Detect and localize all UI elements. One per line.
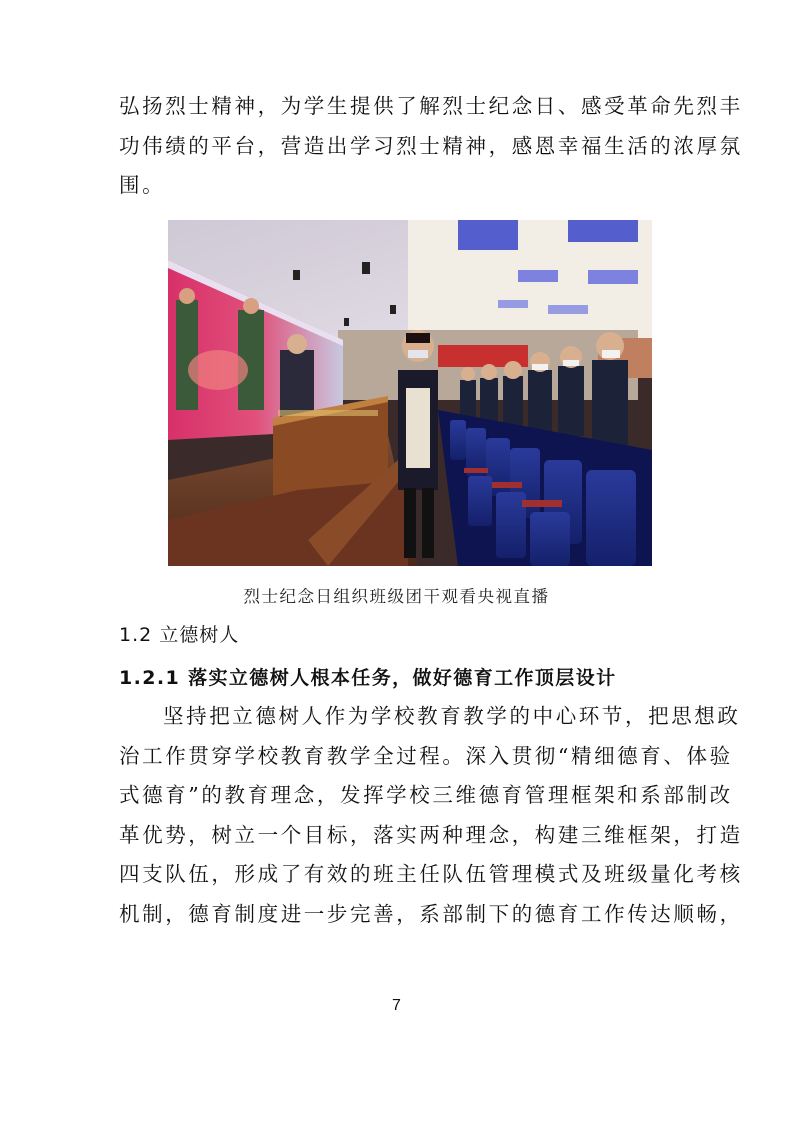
paragraph-body [119, 697, 743, 934]
section-heading: 1.2 立德树人 [119, 624, 240, 646]
text-line: 革优势，树立一个目标，落实两种理念，构建三维框架，打造 [119, 822, 743, 847]
memorial-day-photo [168, 220, 652, 566]
text-line: 机制，德育制度进一步完善，系部制下的德育工作传达顺畅， [119, 901, 743, 926]
text-line: 式德育”的教育理念，发挥学校三维德育管理框架和系部制改 [119, 783, 733, 807]
subsection-heading: 1.2.1 落实立德树人根本任务，做好德育工作顶层设计 [119, 667, 617, 689]
photo-caption: 烈士纪念日组织班级团干观看央视直播 [243, 587, 550, 606]
paragraph-top [119, 87, 743, 206]
text-line: 弘扬烈士精神，为学生提供了解烈士纪念日、感受革命先烈丰 [119, 94, 743, 118]
text-line: 坚持把立德树人作为学校教育教学的中心环节，把思想政 [163, 704, 741, 728]
text-line: 治工作贯穿学校教育教学全过程。深入贯彻“精细德育、体验 [119, 743, 733, 768]
text-line: 四支队伍，形成了有效的班主任队伍管理模式及班级量化考核 [119, 862, 743, 886]
text-line: 功伟绩的平台，营造出学习烈士精神，感恩幸福生活的浓厚氛 [119, 133, 743, 158]
text-line: 围。 [119, 173, 166, 197]
page-number: 7 [392, 997, 401, 1014]
photo-illustration [168, 220, 652, 566]
